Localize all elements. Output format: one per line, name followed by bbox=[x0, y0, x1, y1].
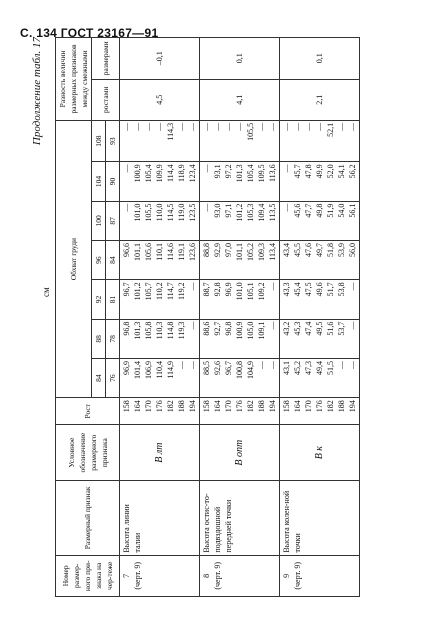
cell-value: 109,1 bbox=[256, 321, 266, 340]
cell-value: — bbox=[187, 281, 197, 290]
cell-value: 45,4 bbox=[292, 281, 302, 296]
cell-value: 47,8 bbox=[303, 163, 313, 178]
cell-value: 96,9 bbox=[223, 281, 233, 296]
cell-value: 106,9 bbox=[143, 360, 153, 379]
cell-value: — bbox=[187, 122, 197, 131]
row-drawing-ref: (черт. 9) bbox=[292, 561, 302, 590]
cell-value: 96,7 bbox=[223, 360, 233, 375]
value-column bbox=[279, 161, 359, 200]
cell-value: 114,6 bbox=[165, 242, 175, 261]
cell-value: 96,8 bbox=[121, 321, 131, 336]
cell-value: 47,4 bbox=[303, 321, 313, 336]
height-value: 158 bbox=[281, 399, 291, 412]
value-column bbox=[119, 120, 199, 161]
cell-value: — bbox=[223, 122, 233, 131]
cell-value: — bbox=[267, 122, 277, 131]
cell-value: — bbox=[347, 122, 357, 131]
cell-value: 45,5 bbox=[292, 242, 302, 257]
height-value: 170 bbox=[223, 399, 233, 412]
cell-value: 45,2 bbox=[292, 360, 302, 375]
chest-size: 108 bbox=[91, 120, 105, 161]
cell-value: 105,5 bbox=[245, 122, 255, 141]
cell-value: 105,1 bbox=[245, 281, 255, 300]
height-value: 164 bbox=[292, 399, 302, 412]
cell-value: 88,5 bbox=[201, 360, 211, 375]
height-value: 176 bbox=[234, 399, 244, 412]
cell-value: 54,0 bbox=[336, 203, 346, 218]
chest-size: 84 bbox=[91, 358, 105, 397]
cell-value: 49,4 bbox=[314, 360, 324, 375]
cell-value: 47,6 bbox=[303, 242, 313, 257]
table-caption: Продолжение табл. 17 bbox=[30, 36, 43, 145]
cell-value: — bbox=[176, 122, 186, 131]
waist-size: 84 bbox=[105, 240, 119, 279]
cell-value: 54,1 bbox=[336, 163, 346, 178]
cell-value: 43,2 bbox=[281, 321, 291, 336]
cell-value: 105,3 bbox=[245, 203, 255, 222]
value-column bbox=[199, 201, 279, 240]
height-value: 182 bbox=[325, 399, 335, 412]
height-value: 194 bbox=[267, 399, 277, 412]
cell-value: — bbox=[201, 203, 211, 212]
cell-value: 51,5 bbox=[325, 360, 335, 375]
waist-size: 87 bbox=[105, 201, 119, 240]
cell-value: — bbox=[154, 122, 164, 131]
cell-value: 101,1 bbox=[132, 242, 142, 261]
cell-value: 93,1 bbox=[212, 163, 222, 178]
cell-value: — bbox=[336, 360, 346, 369]
cell-value: 53,7 bbox=[336, 321, 346, 336]
unit-label: см bbox=[40, 286, 51, 297]
height-value: 182 bbox=[165, 399, 175, 412]
height-value: 170 bbox=[143, 399, 153, 412]
cell-value: 105,2 bbox=[245, 242, 255, 261]
chest-size: 104 bbox=[91, 161, 105, 200]
cell-value: 105,8 bbox=[143, 321, 153, 340]
cell-value: — bbox=[336, 122, 346, 131]
value-column bbox=[119, 240, 199, 279]
row-drawing-ref: (черт. 9) bbox=[212, 561, 222, 590]
cell-value: 49,9 bbox=[314, 163, 324, 178]
cell-value: — bbox=[267, 360, 277, 369]
height-value: 158 bbox=[121, 399, 131, 412]
value-column bbox=[279, 279, 359, 318]
cell-value: 100,9 bbox=[132, 163, 142, 182]
diff-heights: 4,5 bbox=[119, 79, 199, 120]
value-column bbox=[279, 319, 359, 358]
cell-value: 92,7 bbox=[212, 321, 222, 336]
cell-value: 105,7 bbox=[143, 281, 153, 300]
value-column bbox=[119, 319, 199, 358]
table-row bbox=[119, 37, 199, 596]
cell-value: 105,6 bbox=[143, 242, 153, 261]
cell-value: 49,7 bbox=[314, 242, 324, 257]
waist-size: 78 bbox=[105, 319, 119, 358]
cell-value: 109,4 bbox=[256, 203, 266, 222]
row-heights bbox=[279, 397, 359, 424]
chest-size: 100 bbox=[91, 201, 105, 240]
row-name: Высота колен-ной точки bbox=[279, 480, 359, 555]
cell-value: 56,0 bbox=[347, 242, 357, 257]
cell-value: 100,8 bbox=[234, 360, 244, 379]
cell-value: 109,9 bbox=[154, 163, 164, 182]
cell-value: — bbox=[132, 122, 142, 131]
value-column bbox=[279, 240, 359, 279]
value-column bbox=[199, 358, 279, 397]
cell-value: 96,8 bbox=[223, 321, 233, 336]
cell-value: 49,8 bbox=[314, 203, 324, 218]
cell-value: 51,7 bbox=[325, 281, 335, 296]
cell-value: 105,5 bbox=[143, 203, 153, 222]
row-heights bbox=[199, 397, 279, 424]
cell-value: — bbox=[121, 203, 131, 212]
cell-value: 45,6 bbox=[292, 203, 302, 218]
page-header: С. 134 ГОСТ 23167—91 bbox=[20, 26, 159, 40]
cell-value: 110,3 bbox=[154, 321, 164, 339]
row-name: Высота остис-то-подвздошной передней точки bbox=[199, 480, 279, 555]
cell-value: 109,3 bbox=[256, 242, 266, 261]
cell-value: 100,9 bbox=[234, 321, 244, 340]
cell-value: 49,5 bbox=[314, 321, 324, 336]
cell-value: 105,4 bbox=[245, 163, 255, 182]
cell-value: 47,5 bbox=[303, 281, 313, 296]
cell-value: 113,6 bbox=[267, 163, 277, 182]
cell-value: 51,9 bbox=[325, 203, 335, 218]
waist-size: 93 bbox=[105, 120, 119, 161]
row-symbol: B лт bbox=[119, 424, 199, 480]
cell-value: — bbox=[256, 122, 266, 131]
height-value: 158 bbox=[201, 399, 211, 412]
cell-value: 88,7 bbox=[201, 281, 211, 296]
value-column bbox=[199, 279, 279, 318]
cell-value: 104,9 bbox=[245, 360, 255, 379]
cell-value: 97,2 bbox=[223, 163, 233, 178]
cell-value: 53,8 bbox=[336, 281, 346, 296]
cell-value: 109,5 bbox=[256, 163, 266, 182]
cell-value: 101,2 bbox=[132, 281, 142, 300]
cell-value: 93,0 bbox=[212, 203, 222, 218]
cell-value: 101,1 bbox=[234, 242, 244, 261]
height-value: 176 bbox=[314, 399, 324, 412]
header-height: Рост bbox=[55, 397, 119, 424]
cell-value: 113,5 bbox=[267, 203, 277, 221]
cell-value: 43,4 bbox=[281, 242, 291, 257]
header-name: Размерный признак bbox=[55, 480, 119, 555]
cell-value: — bbox=[281, 122, 291, 131]
cell-value: 52,1 bbox=[325, 122, 335, 137]
cell-value: — bbox=[201, 122, 211, 131]
cell-value: — bbox=[347, 281, 357, 290]
cell-value: 123,6 bbox=[187, 242, 197, 261]
cell-value: 113,4 bbox=[267, 242, 277, 261]
height-value: 164 bbox=[212, 399, 222, 412]
cell-value: 118,9 bbox=[176, 163, 186, 182]
diff-sizes: 0,1 bbox=[199, 37, 279, 79]
cell-value: — bbox=[267, 321, 277, 330]
cell-value: 101,0 bbox=[132, 203, 142, 222]
cell-value: 119,0 bbox=[176, 203, 186, 221]
header-number: Номер размер-ного при-знака на чер-теже bbox=[55, 555, 119, 596]
height-value: 182 bbox=[245, 399, 255, 412]
value-column bbox=[119, 201, 199, 240]
height-value: 164 bbox=[132, 399, 142, 412]
cell-value: 56,1 bbox=[347, 203, 357, 218]
cell-value: — bbox=[234, 122, 244, 131]
value-column bbox=[119, 279, 199, 318]
header-diff-sizes: размерами bbox=[91, 37, 119, 79]
cell-value: 97,0 bbox=[223, 242, 233, 257]
cell-value: 123,5 bbox=[187, 203, 197, 222]
value-column bbox=[279, 120, 359, 161]
cell-value: 53,9 bbox=[336, 242, 346, 257]
cell-value: — bbox=[292, 122, 302, 131]
cell-value: 92,8 bbox=[212, 281, 222, 296]
height-value: 176 bbox=[154, 399, 164, 412]
rotated-table-area bbox=[30, 36, 393, 597]
cell-value: — bbox=[303, 122, 313, 131]
cell-value: 114,9 bbox=[165, 360, 175, 379]
height-value: 188 bbox=[176, 399, 186, 412]
cell-value: 110,2 bbox=[154, 281, 164, 300]
cell-value: 101,0 bbox=[234, 281, 244, 300]
cell-value: 97,1 bbox=[223, 203, 233, 218]
row-heights bbox=[119, 397, 199, 424]
cell-value: — bbox=[347, 321, 357, 330]
cell-value: 88,8 bbox=[201, 242, 211, 257]
cell-value: 43,1 bbox=[281, 360, 291, 375]
chest-size: 92 bbox=[91, 279, 105, 318]
table-row bbox=[199, 37, 279, 596]
cell-value: 101,4 bbox=[132, 360, 142, 379]
cell-value: 56,2 bbox=[347, 163, 357, 178]
cell-value: — bbox=[267, 281, 277, 290]
value-column bbox=[199, 120, 279, 161]
height-value: 194 bbox=[347, 399, 357, 412]
row-number bbox=[119, 555, 199, 596]
cell-value: 51,8 bbox=[325, 242, 335, 257]
diff-sizes: 0,1 bbox=[279, 37, 359, 79]
height-value: 170 bbox=[303, 399, 313, 412]
cell-value: 114,8 bbox=[165, 321, 175, 339]
cell-value: 105,0 bbox=[245, 321, 255, 340]
cell-value: 47,7 bbox=[303, 203, 313, 218]
cell-value: 96,9 bbox=[121, 360, 131, 375]
cell-value: 119,3 bbox=[176, 321, 186, 339]
cell-value: 110,1 bbox=[154, 242, 164, 261]
cell-value: — bbox=[256, 360, 266, 369]
header-diff-heights: ростами bbox=[91, 79, 119, 120]
cell-value: — bbox=[201, 163, 211, 172]
row-symbol: B к bbox=[279, 424, 359, 480]
cell-value: — bbox=[347, 360, 357, 369]
cell-value: 114,5 bbox=[165, 203, 175, 221]
row-name: Высота линии талии bbox=[119, 480, 199, 555]
cell-value: 92,6 bbox=[212, 360, 222, 375]
cell-value: — bbox=[281, 203, 291, 212]
waist-size: 90 bbox=[105, 161, 119, 200]
value-column bbox=[199, 319, 279, 358]
diff-heights: 2,1 bbox=[279, 79, 359, 120]
value-column bbox=[199, 161, 279, 200]
cell-value: — bbox=[281, 163, 291, 172]
value-column bbox=[119, 161, 199, 200]
row-number bbox=[199, 555, 279, 596]
cell-value: 101,2 bbox=[234, 203, 244, 222]
cell-value: 88,6 bbox=[201, 321, 211, 336]
chest-size: 96 bbox=[91, 240, 105, 279]
cell-value: 105,4 bbox=[143, 163, 153, 182]
waist-size: 76 bbox=[105, 358, 119, 397]
height-value: 188 bbox=[336, 399, 346, 412]
diff-heights: 4,1 bbox=[199, 79, 279, 120]
cell-value: 45,7 bbox=[292, 163, 302, 178]
cell-value: 45,3 bbox=[292, 321, 302, 336]
cell-value: 43,3 bbox=[281, 281, 291, 296]
cell-value: 123,4 bbox=[187, 163, 197, 182]
cell-value: 101,3 bbox=[132, 321, 142, 340]
value-column bbox=[119, 358, 199, 397]
cell-value: — bbox=[121, 122, 131, 131]
row-number bbox=[279, 555, 359, 596]
cell-value: 52,0 bbox=[325, 163, 335, 178]
height-value: 194 bbox=[187, 399, 197, 412]
header-symbol: Условное обозначение размерного признака bbox=[55, 424, 119, 480]
header-chest: Обхват груди bbox=[55, 120, 91, 397]
cell-value: 110,4 bbox=[154, 360, 164, 379]
height-value: 188 bbox=[256, 399, 266, 412]
cell-value: — bbox=[143, 122, 153, 131]
row-number-value: 8 bbox=[201, 573, 211, 578]
cell-value: — bbox=[314, 122, 324, 131]
row-number-value: 9 bbox=[281, 573, 291, 578]
chest-size: 88 bbox=[91, 319, 105, 358]
cell-value: 47,3 bbox=[303, 360, 313, 375]
cell-value: 101,3 bbox=[234, 163, 244, 182]
cell-value: 114,7 bbox=[165, 281, 175, 300]
measurement-table bbox=[55, 37, 360, 597]
row-number-value: 7 bbox=[121, 573, 131, 578]
row-drawing-ref: (черт. 9) bbox=[132, 561, 142, 590]
cell-value: 96,7 bbox=[121, 281, 131, 296]
cell-value: — bbox=[212, 122, 222, 131]
value-column bbox=[279, 358, 359, 397]
cell-value: 96,6 bbox=[121, 242, 131, 257]
waist-size: 81 bbox=[105, 279, 119, 318]
cell-value: — bbox=[187, 360, 197, 369]
cell-value: 51,6 bbox=[325, 321, 335, 336]
cell-value: 49,6 bbox=[314, 281, 324, 296]
cell-value: 114,4 bbox=[165, 163, 175, 182]
value-column bbox=[279, 201, 359, 240]
table-row bbox=[279, 37, 359, 596]
diff-sizes: –0,1 bbox=[119, 37, 199, 79]
row-symbol: B опт bbox=[199, 424, 279, 480]
cell-value: — bbox=[121, 163, 131, 172]
cell-value: 109,2 bbox=[256, 281, 266, 300]
value-column bbox=[199, 240, 279, 279]
cell-value: 92,9 bbox=[212, 242, 222, 257]
header-diff: Разность величин размерных признаков между смежными bbox=[55, 37, 91, 120]
cell-value: 110,0 bbox=[154, 203, 164, 221]
cell-value: 119,1 bbox=[176, 242, 186, 261]
cell-value: 114,3 bbox=[165, 122, 175, 141]
cell-value: 119,2 bbox=[176, 281, 186, 300]
cell-value: — bbox=[176, 360, 186, 369]
cell-value: — bbox=[187, 321, 197, 330]
